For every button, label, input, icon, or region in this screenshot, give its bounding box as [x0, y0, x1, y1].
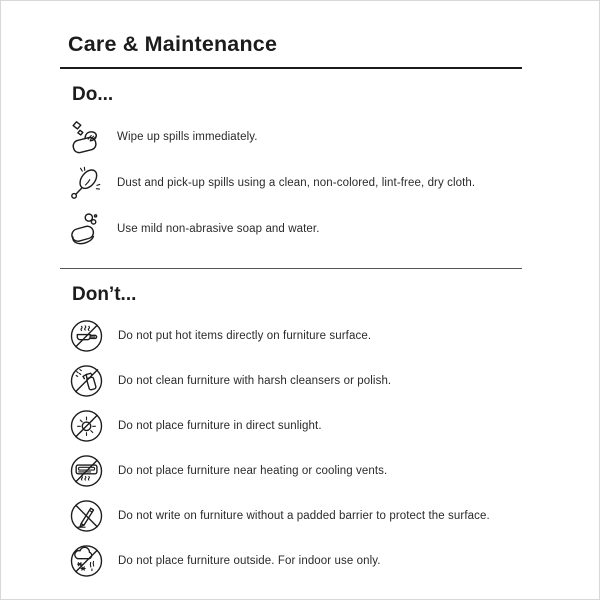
no-heating-vents-icon — [69, 453, 104, 489]
item-text: Do not place furniture outside. For indoor use only. — [118, 554, 381, 567]
item-text: Do not place furniture near heating or cooling vents. — [118, 464, 388, 477]
list-item — [60, 313, 522, 358]
do-list — [60, 114, 522, 252]
do-heading: Do... — [72, 83, 114, 105]
no-writing-icon — [69, 498, 104, 534]
item-text: Do not place furniture in direct sunlight. — [118, 419, 322, 432]
dont-section — [60, 284, 522, 583]
list-item — [60, 114, 522, 160]
list-item — [60, 358, 522, 403]
list-item — [60, 403, 522, 448]
item-text: Wipe up spills immediately. — [117, 131, 258, 144]
list-item — [60, 493, 522, 538]
no-direct-sunlight-icon — [69, 408, 104, 444]
no-hot-items-icon — [69, 318, 104, 354]
do-section — [60, 84, 522, 253]
no-outdoor-use-icon — [69, 543, 104, 579]
title-divider — [60, 67, 522, 69]
item-text: Dust and pick-up spills using a clean, non-colored, lint-free, dry cloth. — [117, 177, 476, 190]
list-item — [60, 160, 522, 206]
list-item — [60, 448, 522, 493]
soap-bubbles-icon — [68, 210, 103, 248]
section-divider — [60, 268, 522, 269]
item-text: Do not write on furniture without a padded barrier to protect the surface. — [118, 509, 490, 522]
item-text: Do not clean furniture with harsh cleansers or polish. — [118, 374, 392, 387]
dont-heading: Don’t... — [72, 284, 137, 306]
item-text: Use mild non-abrasive soap and water. — [117, 223, 320, 236]
content-area — [60, 1, 522, 583]
page-title: Care & Maintenance — [68, 32, 278, 56]
dont-list — [60, 313, 522, 583]
list-item — [60, 538, 522, 583]
wipe-spills-icon — [68, 118, 103, 156]
no-harsh-cleaners-icon — [69, 363, 104, 399]
item-text: Do not put hot items directly on furniture surface. — [118, 329, 372, 342]
list-item — [60, 206, 522, 252]
feather-duster-icon — [68, 164, 103, 202]
